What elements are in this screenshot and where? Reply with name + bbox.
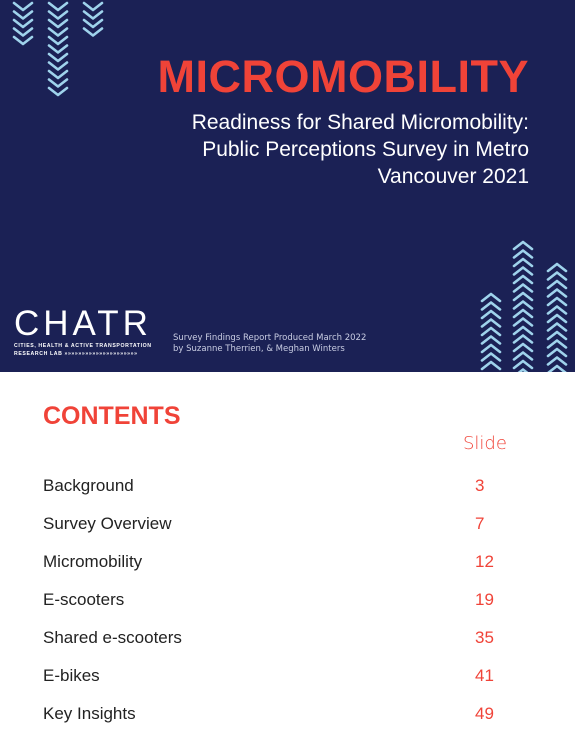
toc-item-slide: 19: [475, 590, 494, 609]
report-authors: by Suzanne Therrien, & Meghan Winters: [173, 344, 345, 354]
toc-item-label: Survey Overview: [43, 514, 172, 533]
report-info: [173, 333, 366, 355]
toc-item-label: Background: [43, 476, 134, 495]
toc-item-background[interactable]: [0, 472, 575, 510]
toc-item-label: E-bikes: [43, 666, 100, 685]
toc-item-survey-overview[interactable]: [0, 510, 575, 548]
chatr-logo: [14, 306, 152, 358]
toc-item-key-insights[interactable]: [0, 700, 575, 738]
table-of-contents: [0, 472, 575, 738]
page-title: MICROMOBILITY: [157, 51, 529, 102]
chevron-up-pattern-icon: [480, 240, 575, 372]
toc-item-micromobility[interactable]: [0, 548, 575, 586]
contents-heading: CONTENTS: [43, 402, 181, 430]
toc-item-slide: 35: [475, 628, 494, 647]
logo-wordmark: CHATR: [14, 304, 152, 343]
report-subtitle: Readiness for Shared Micromobility: Public Perceptions Survey in Metro Vancouver 2021: [191, 111, 529, 188]
toc-item-label: Micromobility: [43, 552, 143, 571]
cover-banner: [0, 0, 575, 372]
toc-item-shared-e-scooters[interactable]: [0, 624, 575, 662]
toc-item-slide: 41: [475, 666, 494, 685]
toc-item-e-scooters[interactable]: [0, 586, 575, 624]
toc-item-label: E-scooters: [43, 590, 125, 609]
report-produced: Survey Findings Report Produced March 2022: [173, 333, 367, 343]
toc-item-slide: 3: [475, 476, 485, 495]
toc-item-slide: 12: [475, 552, 494, 571]
toc-item-e-bikes[interactable]: [0, 662, 575, 700]
logo-subtitle-line1: CITIES, HEALTH & ACTIVE TRANSPORTATION: [14, 343, 152, 349]
logo-subtitle-line2: RESEARCH LAB »»»»»»»»»»»»»»»»»»»»»: [14, 351, 138, 357]
toc-item-label: Shared e-scooters: [43, 628, 182, 647]
slide-column-heading: Slide: [463, 433, 507, 454]
toc-item-label: Key Insights: [43, 704, 136, 723]
chevron-down-pattern-icon: [12, 0, 107, 100]
toc-item-slide: 49: [475, 704, 494, 723]
toc-item-slide: 7: [475, 514, 485, 533]
